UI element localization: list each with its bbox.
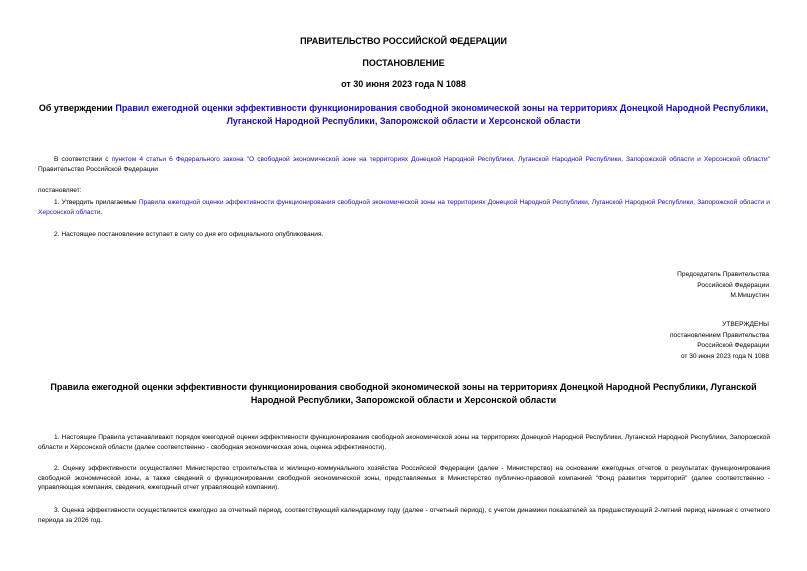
document-title <box>30 102 777 128</box>
item-2-paragraph <box>38 230 770 240</box>
signature-org: Российской Федерации <box>697 281 769 289</box>
rules-paragraph-1 <box>38 433 770 452</box>
rules-paragraph-2-text: 2. Оценку эффективности осуществляет Министерство строительства и жилищно-коммунального хозяйства Российской Федерации (далее - Министерство) на основании ежегодных отчетов о результатах функционирования свободной экономической зоны, а также сведений о функционировании свободной экономической зоны, представляемых в Министерство публично-правовой компанией "Фонд развития территорий" (далее соответственно - управляющая компания, сведения, ежегодный отчет управляющей компании). <box>38 465 770 491</box>
rules-paragraph-3-text: 3. Оценка эффективности осуществляется ежегодно за отчетный период, соответствующий календарному году (далее - отчетный период), с учетом динамики показателей за предшествующий 2-летний период начиная с отчетного периода за 2026 год. <box>38 507 770 524</box>
item-1-end: . <box>100 208 103 216</box>
item-1-text: 1. Утвердить прилагаемые <box>54 199 139 206</box>
signature-name: М.Мишустин <box>730 292 769 299</box>
preamble-text-end: Правительство Российской Федерации <box>38 165 158 173</box>
approval-line-4: от 30 июня 2023 года N 1088 <box>680 352 769 360</box>
signature-block <box>677 270 769 302</box>
title-prefix: Об утверждении <box>38 103 116 113</box>
approval-block <box>670 320 769 362</box>
signature-position: Председатель Правительства <box>677 271 769 278</box>
rules-link[interactable]: Правила ежегодной оценки эффективности функционирования свободной экономической зоны на территориях Донецкой Народной Республики, Луганской Народной Республики, Запорожской области и Херсонской области <box>38 199 770 216</box>
rules-paragraph-2 <box>38 464 770 493</box>
item-1-paragraph <box>38 198 770 217</box>
approval-line-3: Российской Федерации <box>697 342 769 349</box>
preamble-text: В соответствии с <box>54 156 112 163</box>
approval-heading: УТВЕРЖДЕНЫ <box>722 321 769 328</box>
resolves-text: постановляет: <box>38 187 82 194</box>
preamble-paragraph <box>38 155 770 174</box>
approval-line-2: постановлением Правительства <box>669 331 769 339</box>
item-2-text: 2. Настоящее постановление вступает в силу со дня его официального опубликования. <box>54 231 324 238</box>
rules-paragraph-3 <box>38 506 770 525</box>
document-date-number: от 30 июня 2023 года N 1088 <box>341 79 466 89</box>
document-type: ПОСТАНОВЛЕНИЕ <box>362 58 445 68</box>
rules-title: Правила ежегодной оценки эффективности функционирования свободной экономической зоны на территориях Донецкой Народной Республики, Луганской Народной Республики, Запорожской области и Херсонской области <box>50 382 757 405</box>
title-link[interactable]: Правил ежегодной оценки эффективности функционирования свободной экономической зоны на территориях Донецкой Народной Республики, Луганской Народной Республики, Запорожской области и Херсонской области <box>115 103 769 126</box>
government-heading: ПРАВИТЕЛЬСТВО РОССИЙСКОЙ ФЕДЕРАЦИИ <box>300 36 507 46</box>
rules-paragraph-1-text: 1. Настоящие Правила устанавливают порядок ежегодной оценки эффективности функционирования свободной экономической зоны на территориях Донецкой Народной Республики, Луганской Народной Республики, Запорожской области и Херсонской области (далее соответственно - свободная экономическая зона, оценка эффективности). <box>38 434 770 451</box>
law-link[interactable]: пунктом 4 статьи 6 Федерального закона "О свободной экономической зоне на территориях Донецкой Народной Республики, Луганской Народной Республики, Запорожской области и Херсонской области" <box>111 156 770 163</box>
